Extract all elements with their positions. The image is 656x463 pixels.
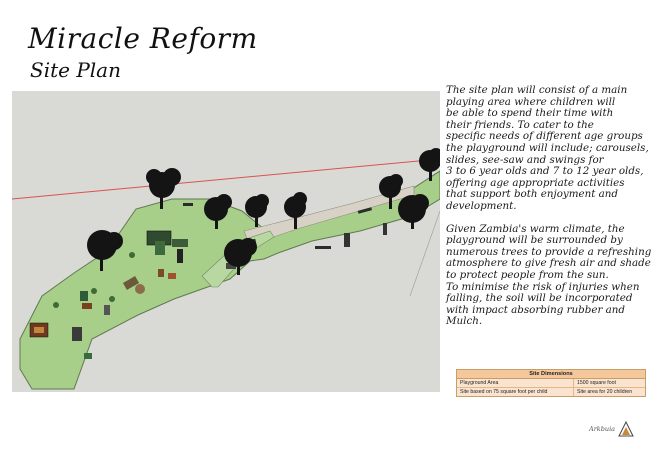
brand-mark <box>589 421 634 437</box>
description-paragraph-1: The site plan will consist of a main playing area where children will be able to spend their time with their friends. To cater to the specific needs of different age groups the playground will include; carousels, slides, see-saw and swings for 3 to 6 year olds and 7 to 12 year olds, offering age appropriate activities that support both enjoyment and development. <box>446 84 649 212</box>
table-row <box>457 388 645 396</box>
brand-name: Arkbuia <box>589 425 616 433</box>
table-cell-value: Site area for 20 children <box>577 389 633 395</box>
table-cell-label: Site based on 75 square foot per child <box>457 388 574 396</box>
table-cell-label: Playground Area <box>457 379 574 387</box>
tree <box>398 194 429 229</box>
site-dimensions-table <box>456 369 646 397</box>
table-cell-value: 1500 square foot <box>577 380 616 386</box>
triangle-logo-icon <box>618 421 634 437</box>
table-title: Site Dimensions <box>457 370 645 379</box>
property-boundary-line <box>12 159 440 199</box>
page-subtitle: Site Plan <box>30 58 121 82</box>
page-title: Miracle Reform <box>28 22 258 55</box>
guide-line <box>410 211 440 296</box>
description-paragraph-3: To minimise the risk of injuries when falling, the soil will be incorporated with impact absorbing rubber and Mulch. <box>446 280 640 328</box>
site-plan-render <box>12 91 440 392</box>
site-plan-drawing <box>12 91 440 392</box>
table-row <box>457 379 645 388</box>
description-paragraph-2: Given Zambia's warm climate, the playground will be surrounded by numerous trees to provide a refreshing atmosphere to give fresh air and shade to protect people from the sun. <box>446 222 652 281</box>
site-plan-description <box>446 85 652 328</box>
